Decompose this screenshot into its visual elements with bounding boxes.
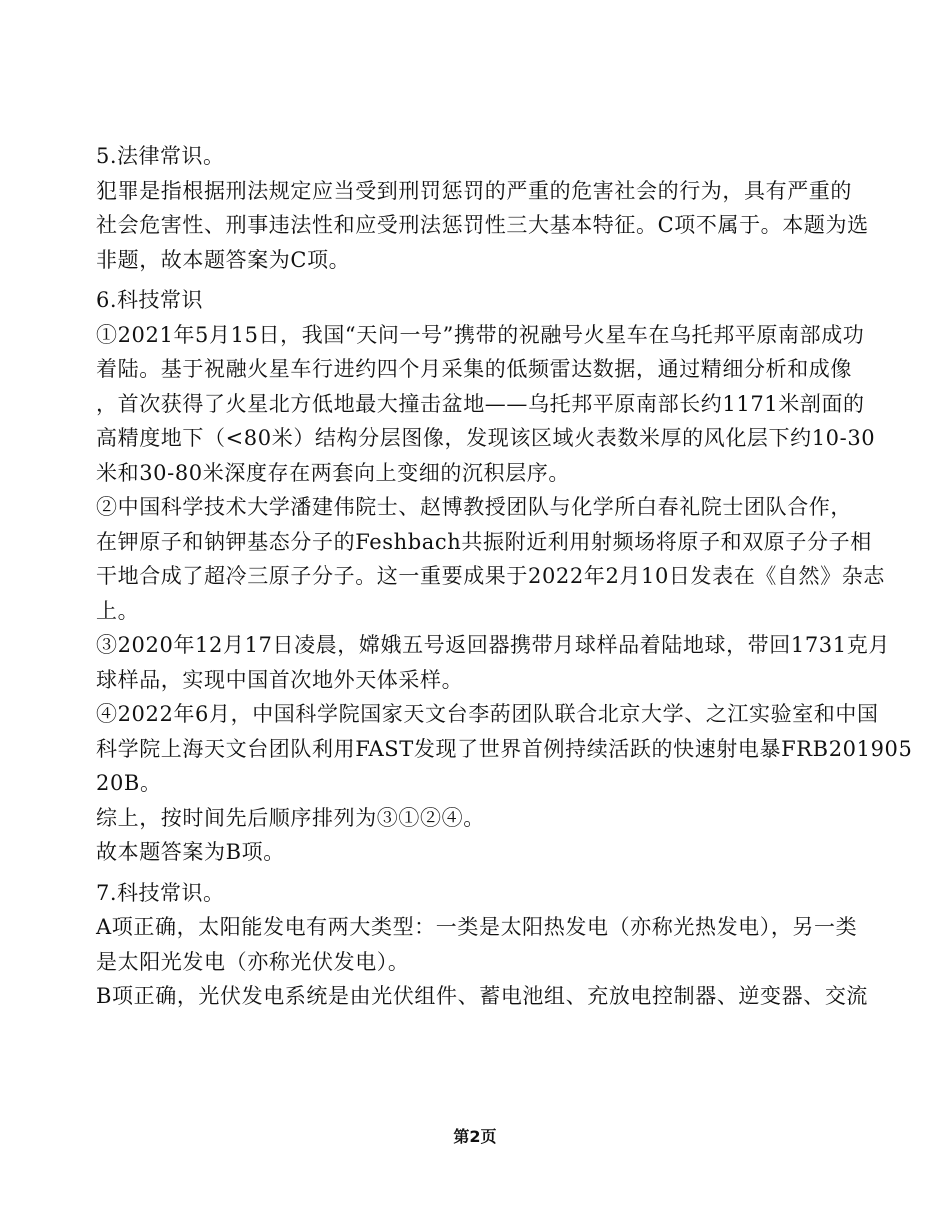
paragraph-line: B项正确，光伏发电系统是由光伏组件、蓄电池组、充放电控制器、逆变器、交流 (96, 984, 869, 1008)
paragraph-line: 高精度地下（<80米）结构分层图像，发现该区域火表数米厚的风化层下约10-30 (96, 426, 876, 450)
paragraph-line: ③2020年12月17日凌晨，嫦娥五号返回器携带月球样品着陆地球，带回1731克月 (96, 633, 890, 657)
paragraph-line: 综上，按时间先后顺序排列为③①②④。 (96, 805, 485, 830)
paragraph-line: ④2022年6月，中国科学院国家天文台李菂团队联合北京大学、之江实验室和中国 (96, 702, 879, 726)
paragraph-line: A项正确，太阳能发电有两大类型：一类是太阳热发电（亦称光热发电），另一类 (96, 915, 858, 939)
paragraph-line: 20B。 (96, 771, 162, 795)
section-law (96, 139, 871, 277)
section-heading: 5.法律常识。 (96, 144, 225, 168)
paragraph-line: 故本题答案为B项。 (96, 840, 285, 864)
paragraph-line: 是太阳光发电（亦称光伏发电）。 (96, 949, 410, 974)
paragraph-line: 科学院上海天文台团队利用FAST发现了世界首例持续活跃的快速射电暴FRB201905 (96, 736, 913, 761)
page-number: 第2页 (453, 1127, 497, 1146)
paragraph-line: 社会危害性、刑事违法性和应受刑法惩罚性三大基本特征。C项不属于。本题为选 (96, 213, 869, 237)
paragraph-line: 干地合成了超冷三原子分子。这一重要成果于2022年2月10日发表在《自然》杂志 (96, 564, 885, 588)
section-tech-7 (96, 876, 871, 1014)
section-tech-6 (96, 283, 913, 870)
section-heading: 6.科技常识 (96, 288, 204, 312)
paragraph-line: 球样品，实现中国首次地外天体采样。 (96, 667, 464, 692)
paragraph-line: ②中国科学技术大学潘建伟院士、赵博教授团队与化学所白春礼院士团队合作， (96, 495, 852, 519)
paragraph-line: 犯罪是指根据刑法规定应当受到刑罚惩罚的严重的危害社会的行为，具有严重的 (96, 178, 852, 203)
paragraph-line: 非题，故本题答案为C项。 (96, 247, 351, 272)
paragraph-line: ①2021年5月15日，我国“天问一号”携带的祝融号火星车在乌托邦平原南部成功 (96, 322, 865, 347)
paragraph-line: 在钾原子和钠钾基态分子的Feshbach共振附近利用射频场将原子和双原子分子相 (96, 529, 872, 554)
paragraph-line: 米和30-80米深度存在两套向上变细的沉积层序。 (96, 460, 570, 485)
paragraph-line: ，首次获得了火星北方低地最大撞击盆地——乌托邦平原南部长约1171米剖面的 (96, 391, 865, 416)
section-heading: 7.科技常识。 (96, 880, 225, 905)
paragraph-line: 上。 (96, 598, 140, 623)
page-content (96, 139, 913, 1014)
paragraph-line: 着陆。基于祝融火星车行进约四个月采集的低频雷达数据，通过精细分析和成像 (96, 357, 852, 381)
